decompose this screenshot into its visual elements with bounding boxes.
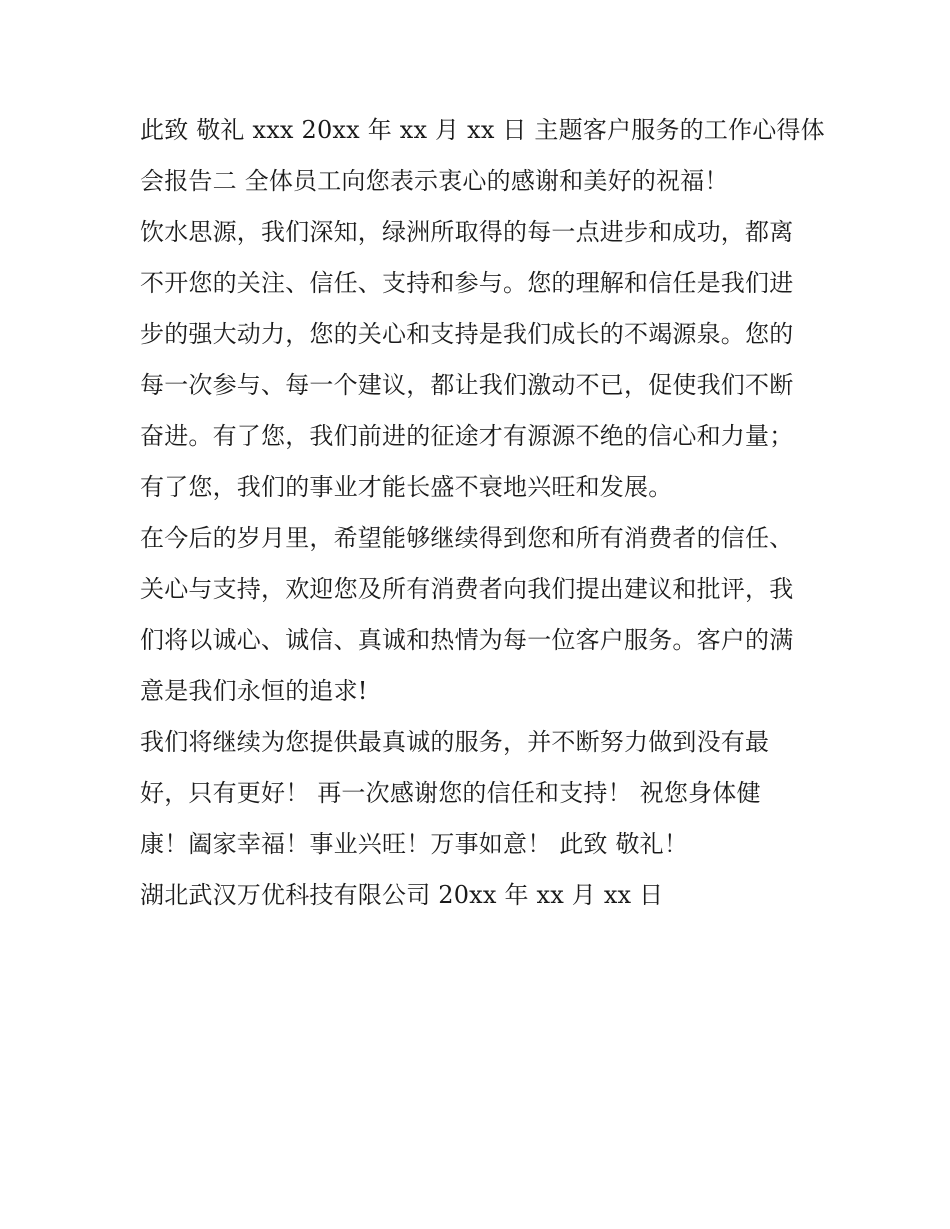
text-line: 康！阖家幸福！事业兴旺！万事如意！ 此致 敬礼！ [140,830,689,858]
text-line: 每一次参与、每一个建议，都让我们激动不已，促使我们不断 [140,371,794,399]
text-line: 意是我们永恒的追求! [140,677,368,705]
text-line: 不开您的关注、信任、支持和参与。您的理解和信任是我们进 [140,269,794,297]
text-line: 奋进。有了您，我们前进的征途才有源源不绝的信心和力量； [140,422,794,450]
text-line: 我们将继续为您提供最真诚的服务，并不断努力做到没有最 [140,728,770,756]
text-line: 饮水思源，我们深知，绿洲所取得的每一点进步和成功，都离 [140,218,794,246]
text-line: 步的强大动力，您的关心和支持是我们成长的不竭源泉。您的 [140,320,794,348]
text-line: 好，只有更好！ 再一次感谢您的信任和支持！ 祝您身体健 [140,779,761,807]
signature-line: 湖北武汉万优科技有限公司 20xx 年 xx 月 xx 日 [140,881,664,909]
text-line: 们将以诚心、诚信、真诚和热情为每一位客户服务。客户的满 [140,626,794,654]
text-line: 有了您，我们的事业才能长盛不衰地兴旺和发展。 [140,473,673,501]
document-body [140,105,825,921]
text-line: 此致 敬礼 xxx 20xx 年 xx 月 xx 日 主题客户服务的工作心得体 [140,116,825,144]
text-line: 关心与支持，欢迎您及所有消费者向我们提出建议和批评，我 [140,575,794,603]
text-line: 会报告二 全体员工向您表示衷心的感谢和美好的祝福！ [140,167,729,195]
text-line: 在今后的岁月里，希望能够继续得到您和所有消费者的信任、 [140,524,794,552]
